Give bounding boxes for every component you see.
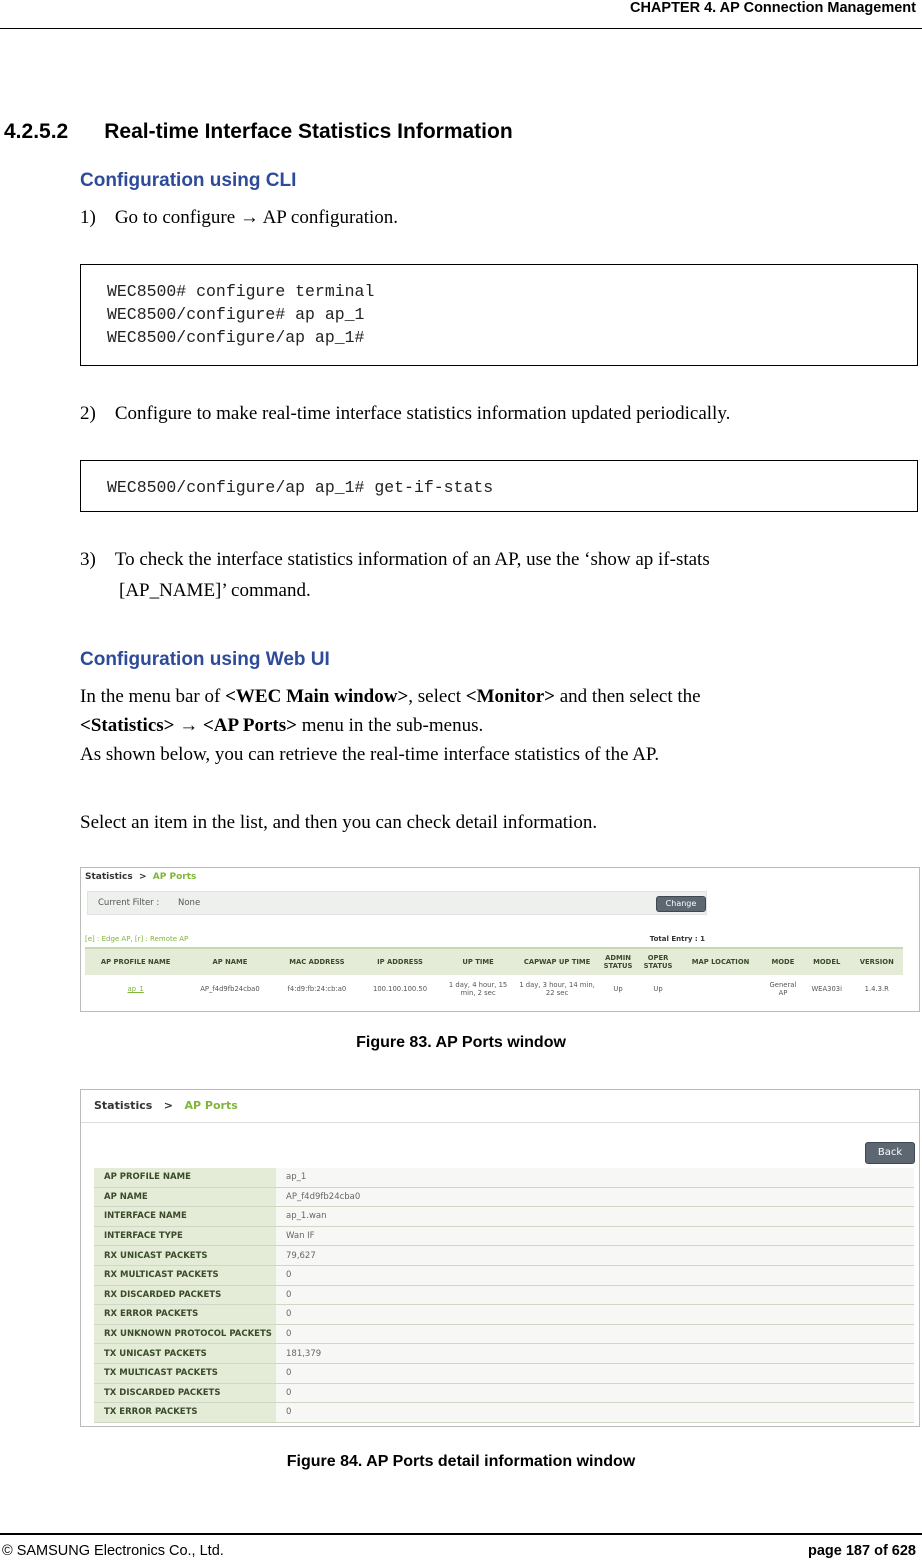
detail-key: INTERFACE TYPE [94, 1226, 276, 1246]
table-cell: 1.4.3.R [864, 985, 889, 993]
column-header[interactable]: CAPWAP UP TIME [516, 948, 598, 975]
webui-subtitle: Configuration using Web UI [80, 649, 330, 670]
detail-value: 0 [276, 1324, 914, 1344]
webui-paragraph-2 [80, 715, 483, 737]
detail-value: 0 [276, 1363, 914, 1383]
detail-key: INTERFACE NAME [94, 1207, 276, 1227]
text: menu in the sub-menus. [296, 715, 484, 736]
table-cell: General AP [769, 981, 797, 997]
detail-value: 0 [276, 1403, 914, 1423]
statistics-ref: <Statistics> [80, 715, 175, 736]
table-row[interactable] [85, 975, 903, 1003]
table-cell: 1 day, 4 hour, 15 min, 2 sec [448, 981, 508, 997]
cli-subtitle: Configuration using CLI [80, 170, 297, 191]
breadcrumb-current: AP Ports [152, 872, 197, 882]
detail-value: 79,627 [276, 1246, 914, 1266]
table-cell: 100.100.100.50 [373, 985, 428, 993]
column-header[interactable]: IP ADDRESS [360, 948, 440, 975]
section-heading [4, 120, 513, 144]
detail-key: RX DISCARDED PACKETS [94, 1285, 276, 1305]
monitor-ref: <Monitor> [465, 686, 555, 707]
detail-value: ap_1.wan [276, 1207, 914, 1227]
text: and then select the [555, 686, 701, 707]
table-row [94, 1226, 914, 1246]
detail-value: 0 [276, 1383, 914, 1403]
code-line: WEC8500/configure# ap ap_1 [107, 305, 365, 324]
detail-key: RX ERROR PACKETS [94, 1305, 276, 1325]
code-block-1 [80, 264, 918, 366]
page-number: page 187 of 628 [808, 1543, 916, 1559]
column-header[interactable]: VERSION [851, 948, 903, 975]
breadcrumb-separator-icon: > [163, 1099, 173, 1112]
detail-key: RX MULTICAST PACKETS [94, 1265, 276, 1285]
section-title: Real-time Interface Statistics Information [104, 120, 513, 143]
section-number: 4.2.5.2 [4, 120, 69, 143]
copyright: © SAMSUNG Electronics Co., Ltd. [2, 1543, 224, 1559]
detail-value: Wan IF [276, 1226, 914, 1246]
change-button[interactable]: Change [656, 896, 706, 912]
table-cell: WEA303i [811, 985, 842, 993]
page-footer [0, 1533, 922, 1567]
ap-type-legend: [e] : Edge AP, [r] : Remote AP [85, 935, 189, 943]
breadcrumb-separator-icon: > [138, 872, 147, 882]
column-header[interactable]: MODEL [803, 948, 851, 975]
figure-83-caption: Figure 83. AP Ports window [356, 1034, 566, 1051]
arrow-icon: → [174, 715, 203, 736]
table-cell[interactable] [85, 975, 186, 1003]
table-row [94, 1383, 914, 1403]
breadcrumb [85, 872, 196, 882]
column-header[interactable]: MAP LOCATION [678, 948, 763, 975]
table-row [94, 1344, 914, 1364]
ap-profile-link[interactable]: ap_1 [127, 985, 144, 993]
table-row [94, 1285, 914, 1305]
chapter-title: CHAPTER 4. AP Connection Management [629, 0, 916, 16]
table-row [94, 1168, 914, 1187]
breadcrumb-current: AP Ports [184, 1099, 238, 1112]
cli-step-3-line-2: [AP_NAME]’ command. [119, 580, 311, 601]
table-row [94, 1187, 914, 1207]
wec-main-window-ref: <WEC Main window> [225, 686, 409, 707]
table-header-row [85, 948, 903, 975]
table-row [94, 1265, 914, 1285]
detail-value: 0 [276, 1265, 914, 1285]
detail-value: 0 [276, 1305, 914, 1325]
table-cell: Up [613, 985, 623, 993]
code-line: WEC8500/configure/ap ap_1# get-if-stats [107, 478, 494, 497]
webui-paragraph-4: Select an item in the list, and then you can check detail information. [80, 812, 598, 833]
cli-step-2: 2) Configure to make real-time interface statistics information updated periodically. [80, 403, 731, 424]
column-header[interactable]: OPER STATUS [638, 948, 678, 975]
table-row [94, 1207, 914, 1227]
detail-key: TX MULTICAST PACKETS [94, 1363, 276, 1383]
table-row [94, 1403, 914, 1423]
detail-key: AP NAME [94, 1187, 276, 1207]
code-line: WEC8500/configure/ap ap_1# [107, 328, 365, 347]
detail-value: 0 [276, 1285, 914, 1305]
table-cell: AP_f4d9fb24cba0 [200, 985, 260, 993]
breadcrumb-root[interactable]: Statistics [85, 872, 133, 882]
column-header[interactable]: AP NAME [186, 948, 273, 975]
webui-paragraph-3: As shown below, you can retrieve the real-time interface statistics of the AP. [80, 744, 660, 765]
column-header[interactable]: MAC ADDRESS [274, 948, 360, 975]
back-button[interactable]: Back [865, 1142, 915, 1164]
column-header[interactable]: UP TIME [440, 948, 516, 975]
column-header[interactable]: AP PROFILE NAME [85, 948, 186, 975]
table-cell: f4:d9:fb:24:cb:a0 [287, 985, 347, 993]
cli-step-3-line-1: 3) To check the interface statistics information of an AP, use the ‘show ap if-stats [80, 549, 710, 570]
code-block-2 [80, 460, 918, 512]
figure-84-caption: Figure 84. AP Ports detail information window [286, 1453, 636, 1470]
detail-value: 181,379 [276, 1344, 914, 1364]
breadcrumb [94, 1099, 238, 1112]
column-header[interactable]: MODE [763, 948, 803, 975]
table-row [94, 1363, 914, 1383]
detail-table [94, 1168, 914, 1423]
detail-key: TX UNICAST PACKETS [94, 1344, 276, 1364]
total-entry: Total Entry : 1 [649, 935, 705, 943]
divider [81, 1122, 919, 1123]
table-row [94, 1324, 914, 1344]
table-cell: 1 day, 3 hour, 14 min, 22 sec [519, 981, 595, 997]
code-line: WEC8500# configure terminal [107, 282, 375, 301]
breadcrumb-root[interactable]: Statistics [94, 1099, 153, 1112]
detail-key: RX UNKNOWN PROTOCOL PACKETS [94, 1324, 276, 1344]
page-header [0, 0, 922, 29]
ap-ports-table [85, 947, 903, 1003]
table-row [94, 1246, 914, 1266]
column-header[interactable]: ADMIN STATUS [598, 948, 638, 975]
filter-value: None [178, 898, 201, 908]
text: In the menu bar of [80, 686, 226, 707]
ap-ports-window-screenshot [80, 867, 920, 1012]
filter-label: Current Filter : [98, 898, 160, 908]
detail-key: AP PROFILE NAME [94, 1168, 276, 1187]
ap-ports-ref: <AP Ports> [202, 715, 297, 736]
detail-key: TX DISCARDED PACKETS [94, 1383, 276, 1403]
table-cell: Up [653, 985, 663, 993]
detail-key: RX UNICAST PACKETS [94, 1246, 276, 1266]
detail-key: TX ERROR PACKETS [94, 1403, 276, 1423]
cli-step-1: 1) Go to configure → AP configuration. [80, 207, 399, 228]
filter-bar [87, 891, 707, 915]
table-cell [678, 975, 763, 1003]
detail-value: ap_1 [276, 1168, 914, 1187]
text: , select [408, 686, 466, 707]
table-row [94, 1305, 914, 1325]
webui-paragraph-1 [80, 686, 701, 708]
ap-ports-detail-screenshot [80, 1089, 920, 1427]
detail-value: AP_f4d9fb24cba0 [276, 1187, 914, 1207]
